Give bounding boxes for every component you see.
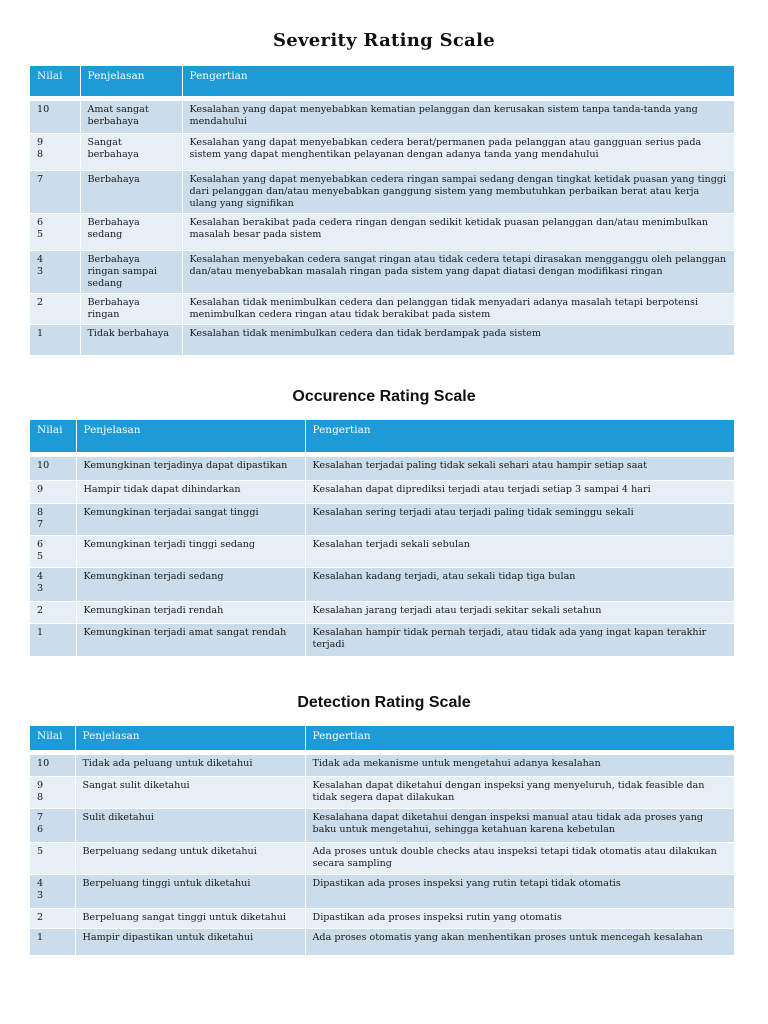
cell-penjelasan: Berbahaya ringan (80, 294, 182, 325)
cell-pengertian: Dipastikan ada proses inspeksi rutin yang otomatis (305, 909, 734, 929)
table-row (30, 251, 734, 294)
header-pengertian: Pengertian (305, 420, 734, 452)
cell-pengertian: Kesalahana dapat diketahui dengan inspeksi manual atau tidak ada proses yang baku untuk mengetahui, sehingga ketahuan karena kebetulan (305, 809, 734, 843)
cell-pengertian: Kesalahan dapat diketahui dengan inspeksi yang menyeluruh, tidak feasible dan tidak segera dapat dilakukan (305, 777, 734, 809)
table-header-row (30, 420, 734, 452)
cell-nilai: 7 6 (30, 809, 75, 843)
cell-pengertian: Kesalahan terjadai paling tidak sekali sehari atau hampir setiap saat (305, 457, 734, 481)
cell-pengertian: Ada proses untuk double checks atau inspeksi tetapi tidak otomatis atau dilakukan secara sampling (305, 843, 734, 875)
cell-penjelasan: Kemungkinan terjadi tinggi sedang (76, 536, 305, 568)
occurence-table (30, 420, 734, 656)
table-row (30, 909, 734, 929)
cell-penjelasan: Kemungkinan terjadi sedang (76, 568, 305, 602)
cell-pengertian: Kesalahan yang dapat menyebabkan cedera ringan sampai sedang dengan tingkat ketidak puasan yang tinggi dari pelanggan dan/atau menyebabkan ganggung sistem yang membutuhkan perbaikan berat atau kerja ulang yang signifikan (182, 171, 734, 214)
cell-pengertian: Kesalahan yang dapat menyebabkan cedera berat/permanen pada pelanggan atau gangguan serius pada sistem yang dapat menghentikan pelayanan dengan adanya tanda yang mendahului (182, 134, 734, 171)
cell-nilai: 10 (30, 755, 75, 777)
cell-pengertian: Kesalahan sering terjadi atau terjadi paling tidak seminggu sekali (305, 504, 734, 536)
table-row (30, 481, 734, 504)
cell-pengertian: Kesalahan dapat diprediksi terjadi atau terjadi setiap 3 sampai 4 hari (305, 481, 734, 504)
cell-nilai: 6 5 (30, 536, 76, 568)
cell-penjelasan: Kemungkinan terjadi amat sangat rendah (76, 624, 305, 656)
cell-nilai: 9 (30, 481, 76, 504)
cell-penjelasan: Berbahaya ringan sampai sedang (80, 251, 182, 294)
table-row (30, 325, 734, 355)
cell-penjelasan: Berbahaya (80, 171, 182, 214)
cell-pengertian: Kesalahan yang dapat menyebabkan kematian pelanggan dan kerusakan sistem tanpa tanda-tanda yang mendahului (182, 101, 734, 134)
table-row (30, 457, 734, 481)
header-pengertian: Pengertian (305, 726, 734, 750)
cell-nilai: 1 (30, 929, 75, 955)
cell-penjelasan: Kemungkinan terjadai sangat tinggi (76, 504, 305, 536)
table-row (30, 101, 734, 134)
cell-pengertian: Kesalahan kadang terjadi, atau sekali tidap tiga bulan (305, 568, 734, 602)
cell-penjelasan: Amat sangat berbahaya (80, 101, 182, 134)
table-row (30, 536, 734, 568)
header-nilai: Nilai (30, 420, 76, 452)
cell-nilai: 2 (30, 294, 80, 325)
header-pengertian: Pengertian (182, 66, 734, 96)
header-nilai: Nilai (30, 66, 80, 96)
cell-pengertian: Kesalahan terjadi sekali sebulan (305, 536, 734, 568)
cell-penjelasan: Sulit diketahui (75, 809, 305, 843)
cell-nilai: 2 (30, 909, 75, 929)
cell-nilai: 2 (30, 602, 76, 624)
cell-pengertian: Tidak ada mekanisme untuk mengetahui adanya kesalahan (305, 755, 734, 777)
cell-pengertian: Kesalahan menyebakan cedera sangat ringan atau tidak cedera tetapi dirasakan mengganggu oleh pelanggan dan/atau menyebabkan masalah ringan pada sistem yang dapat diatasi dengan modifikasi ringan (182, 251, 734, 294)
header-penjelasan: Penjelasan (75, 726, 305, 750)
table-row (30, 875, 734, 909)
severity-table (30, 66, 734, 355)
cell-nilai: 9 8 (30, 134, 80, 171)
table-header-row (30, 66, 734, 96)
cell-nilai: 4 3 (30, 251, 80, 294)
header-nilai: Nilai (30, 726, 75, 750)
cell-nilai: 1 (30, 624, 76, 656)
cell-pengertian: Kesalahan hampir tidak pernah terjadi, atau tidak ada yang ingat kapan terakhir terjadi (305, 624, 734, 656)
cell-penjelasan: Hampir tidak dapat dihindarkan (76, 481, 305, 504)
table-row (30, 602, 734, 624)
cell-penjelasan: Berpeluang sedang untuk diketahui (75, 843, 305, 875)
cell-pengertian: Dipastikan ada proses inspeksi yang rutin tetapi tidak otomatis (305, 875, 734, 909)
occurence-title: Occurence Rating Scale (292, 388, 476, 405)
cell-nilai: 8 7 (30, 504, 76, 536)
header-penjelasan: Penjelasan (76, 420, 305, 452)
cell-nilai: 5 (30, 843, 75, 875)
table-row (30, 171, 734, 214)
table-row (30, 777, 734, 809)
table-row (30, 568, 734, 602)
cell-nilai: 7 (30, 171, 80, 214)
table-header-row (30, 726, 734, 750)
table-row (30, 624, 734, 656)
cell-penjelasan: Kemungkinan terjadi rendah (76, 602, 305, 624)
table-row (30, 843, 734, 875)
severity-title: Severity Rating Scale (272, 30, 496, 51)
cell-nilai: 10 (30, 457, 76, 481)
cell-pengertian: Kesalahan tidak menimbulkan cedera dan pelanggan tidak menyadari adanya masalah tetapi berpotensi menimbulkan cedera ringan atau tidak berakibat pada sistem (182, 294, 734, 325)
table-row (30, 809, 734, 843)
cell-nilai: 10 (30, 101, 80, 134)
cell-pengertian: Ada proses otomatis yang akan menhentikan proses untuk mencegah kesalahan (305, 929, 734, 955)
cell-pengertian: Kesalahan berakibat pada cedera ringan dengan sedikit ketidak puasan pelanggan dan/atau menimbulkan masalah besar pada sistem (182, 214, 734, 251)
table-row (30, 755, 734, 777)
detection-title: Detection Rating Scale (297, 694, 471, 711)
cell-pengertian: Kesalahan jarang terjadi atau terjadi sekitar sekali setahun (305, 602, 734, 624)
header-penjelasan: Penjelasan (80, 66, 182, 96)
cell-penjelasan: Tidak berbahaya (80, 325, 182, 355)
table-row (30, 504, 734, 536)
cell-penjelasan: Kemungkinan terjadinya dapat dipastikan (76, 457, 305, 481)
cell-penjelasan: Berpeluang tinggi untuk diketahui (75, 875, 305, 909)
cell-penjelasan: Berpeluang sangat tinggi untuk diketahui (75, 909, 305, 929)
table-row (30, 214, 734, 251)
cell-nilai: 1 (30, 325, 80, 355)
table-row (30, 294, 734, 325)
detection-table (30, 726, 734, 955)
cell-nilai: 6 5 (30, 214, 80, 251)
cell-penjelasan: Sangat sulit diketahui (75, 777, 305, 809)
cell-nilai: 4 3 (30, 568, 76, 602)
table-row (30, 929, 734, 955)
cell-nilai: 9 8 (30, 777, 75, 809)
cell-penjelasan: Hampir dipastikan untuk diketahui (75, 929, 305, 955)
cell-penjelasan: Sangat berbahaya (80, 134, 182, 171)
cell-pengertian: Kesalahan tidak menimbulkan cedera dan tidak berdampak pada sistem (182, 325, 734, 355)
cell-nilai: 4 3 (30, 875, 75, 909)
cell-penjelasan: Tidak ada peluang untuk diketahui (75, 755, 305, 777)
table-row (30, 134, 734, 171)
cell-penjelasan: Berbahaya sedang (80, 214, 182, 251)
